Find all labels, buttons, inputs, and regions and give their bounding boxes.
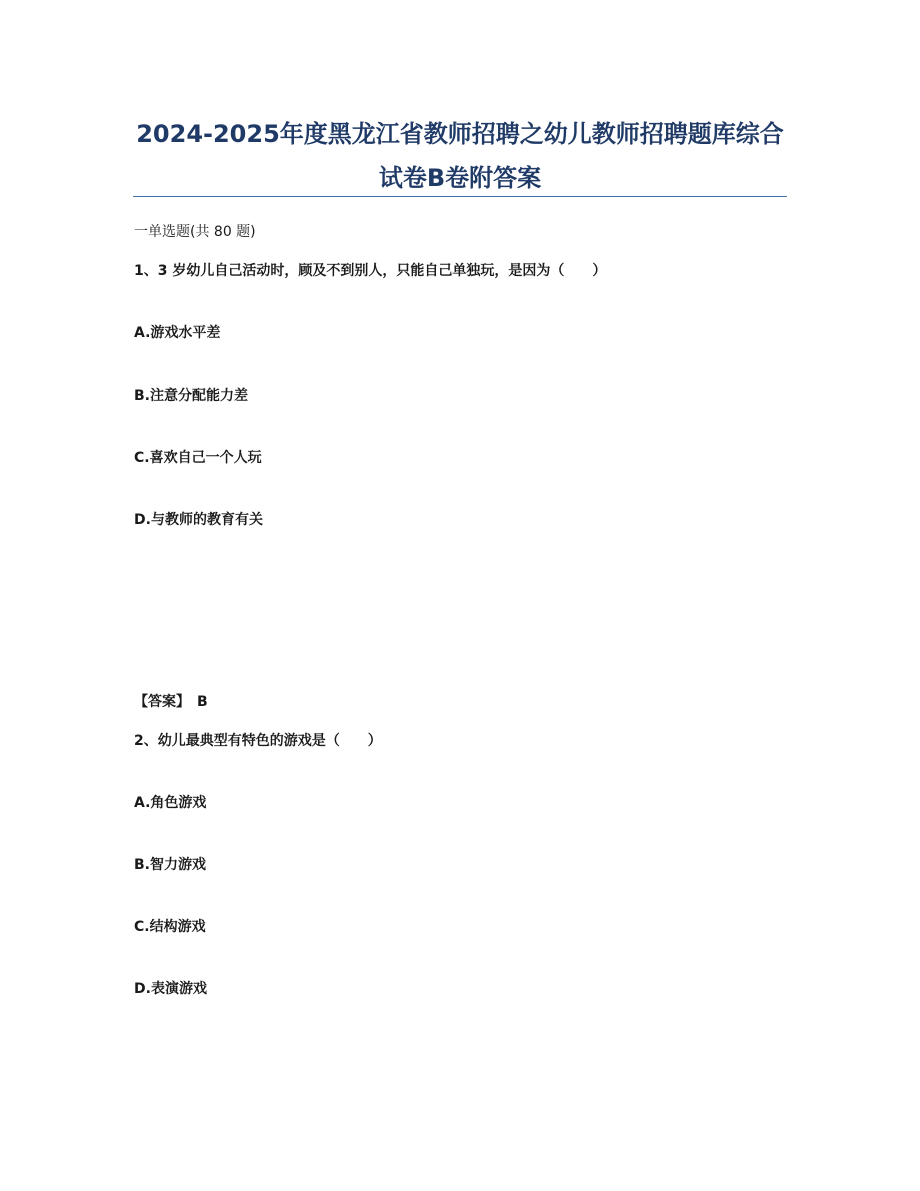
question-1-option-b: B.注意分配能力差: [134, 388, 248, 404]
question-1-stem: 1、3 岁幼儿自己活动时，顾及不到别人，只能自己单独玩，是因为（ ）: [134, 263, 607, 279]
question-2-option-a: A.角色游戏: [134, 795, 207, 811]
title-line-2: 试卷B卷附答案: [378, 164, 542, 192]
question-1-option-c: C.喜欢自己一个人玩: [134, 450, 262, 466]
document-title: [100, 112, 820, 200]
question-2-stem: 2、幼儿最典型有特色的游戏是（ ）: [134, 733, 382, 749]
question-2-option-b: B.智力游戏: [134, 857, 206, 873]
question-1-option-a: A.游戏水平差: [134, 325, 221, 341]
question-2-option-c: C.结构游戏: [134, 919, 206, 935]
question-1-option-d: D.与教师的教育有关: [134, 512, 263, 528]
question-2-option-d: D.表演游戏: [134, 981, 207, 997]
section-heading: 一单选题(共 80 题): [134, 224, 256, 240]
question-1-answer: 【答案】 B: [134, 694, 208, 710]
title-line-1: 2024-2025年度黑龙江省教师招聘之幼儿教师招聘题库综合: [136, 120, 784, 148]
title-divider: [133, 196, 787, 197]
